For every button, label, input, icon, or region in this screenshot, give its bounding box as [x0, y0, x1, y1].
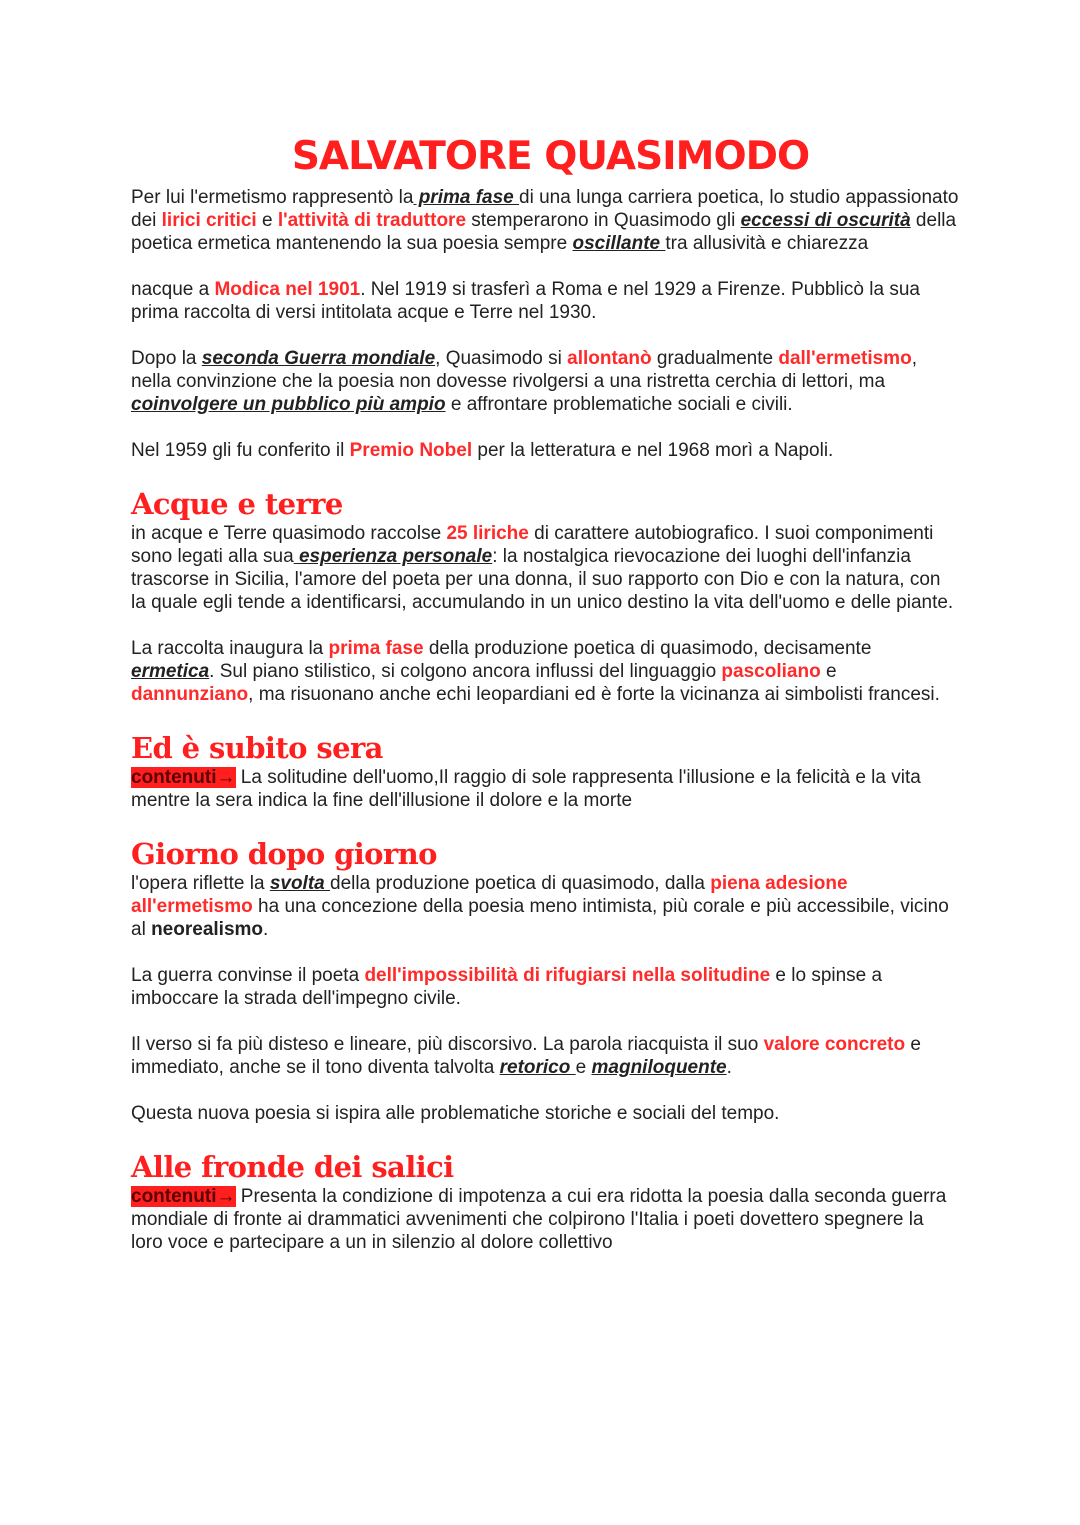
section-heading: Alle fronde dei salici: [131, 1150, 454, 1184]
text-run: della produzione poetica di quasimodo, decisamente: [423, 638, 872, 659]
emphasis-text: prima fase: [413, 187, 520, 208]
highlight-text: dell'impossibilità di rifugiarsi nella solitudine: [364, 965, 771, 986]
section-paragraph: [131, 1185, 960, 1254]
text-run: di una lunga carriera poetica, lo studio appassionato dei: [131, 187, 959, 231]
text-run: e: [575, 1057, 592, 1078]
highlight-text: dannunziano: [131, 684, 249, 705]
section-paragraph: [131, 1102, 960, 1125]
text-run: e: [820, 661, 837, 682]
emphasis-text: coinvolgere un pubblico più ampio: [131, 394, 446, 415]
emphasis-text: eccessi di oscurità: [740, 210, 911, 231]
emphasis-text: esperienza personale: [293, 546, 493, 567]
text-run: , ma risuonano anche echi leopardiani ed è forte la vicinanza ai simbolisti francesi.: [248, 684, 940, 705]
text-run: l'opera riflette la: [131, 873, 270, 894]
text-run: di carattere autobiografico. I suoi componimenti sono legati alla sua: [131, 523, 934, 567]
highlight-text: Modica nel 1901: [214, 279, 361, 300]
contenuti-tag: contenuti→: [131, 767, 236, 788]
text-run: gradualmente: [651, 348, 779, 369]
highlight-text: dall'ermetismo: [778, 348, 912, 369]
text-run: per la letteratura e nel 1968 morì a Napoli.: [472, 440, 834, 461]
text-run: . Sul piano stilistico, si colgono ancora influssi del linguaggio: [209, 661, 722, 682]
section-paragraph: [131, 766, 960, 812]
text-run: Nel 1959 gli fu conferito il: [131, 440, 350, 461]
text-run: della poetica ermetica mantenendo la sua poesia sempre: [131, 210, 957, 254]
text-run: .: [263, 919, 269, 940]
text-run: . Nel 1919 si trasferì a Roma e nel 1929 a Firenze. Pubblicò la sua prima raccolta di versi intitolata acque e Terre nel 1930.: [131, 279, 920, 323]
section-heading: Giorno dopo giorno: [131, 837, 437, 871]
emphasis-text: magniloquente: [591, 1057, 727, 1078]
highlight-text: 25 liriche: [446, 523, 529, 544]
text-run: Il verso si fa più disteso e lineare, più discorsivo. La parola riacquista il suo: [131, 1034, 764, 1055]
intro-paragraph: [131, 186, 960, 255]
text-run: e lo spinse a imboccare la strada dell'impegno civile.: [131, 965, 883, 1009]
highlight-text: pascoliano: [721, 661, 821, 682]
text-run: La guerra convinse il poeta: [131, 965, 365, 986]
text-run: nacque a: [131, 279, 215, 300]
text-run: Questa nuova poesia si ispira alle problematiche storiche e sociali del tempo.: [131, 1103, 780, 1124]
text-run: , nella convinzione che la poesia non dovesse rivolgersi a una ristretta cerchia di lettori, ma: [131, 348, 917, 392]
nobel-paragraph: [131, 439, 960, 462]
text-run: .: [726, 1057, 732, 1078]
text-run: tra allusività e chiarezza: [665, 233, 869, 254]
section-paragraph: [131, 522, 960, 614]
emphasis-text: oscillante: [572, 233, 666, 254]
highlight-text: piena adesione all'ermetismo: [131, 873, 848, 917]
postwar-paragraph: [131, 347, 960, 416]
text-run: La raccolta inaugura la: [131, 638, 329, 659]
text-run: e immediato, anche se il tono diventa talvolta: [131, 1034, 921, 1078]
text-run: Per lui l'ermetismo rappresentò la: [131, 187, 414, 208]
highlight-text: valore concreto: [763, 1034, 906, 1055]
text-run: e affrontare problematiche sociali e civili.: [445, 394, 793, 415]
emphasis-text: retorico: [499, 1057, 576, 1078]
section-paragraph: [131, 637, 960, 706]
section-heading: Acque e terre: [131, 487, 343, 521]
text-run: e: [256, 210, 278, 231]
text-run: ha una concezione della poesia meno intimista, più corale e più accessibile, vicino al: [131, 896, 949, 940]
section-paragraph: [131, 1033, 960, 1079]
section-heading: Ed è subito sera: [131, 731, 383, 765]
highlight-text: Premio Nobel: [349, 440, 473, 461]
text-run: in acque e Terre quasimodo raccolse: [131, 523, 447, 544]
highlight-text: lirici critici: [161, 210, 257, 231]
highlight-text: allontanò: [567, 348, 652, 369]
section-paragraph: [131, 964, 960, 1010]
text-run: , Quasimodo si: [435, 348, 568, 369]
emphasis-text: ermetica: [131, 661, 210, 682]
sections-container: [131, 486, 960, 1254]
emphasis-text: svolta: [269, 873, 331, 894]
contenuti-tag: contenuti→: [131, 1186, 236, 1207]
emphasis-text: seconda Guerra mondiale: [201, 348, 436, 369]
text-run: Dopo la: [131, 348, 202, 369]
text-run: Presenta la condizione di impotenza a cui era ridotta la poesia dalla seconda guerra mondiale di fronte ai drammatici avvenimenti che colpirono l'Italia i poeti dovettero spegnere la loro voce e partecipare a un in silenzio al dolore collettivo: [131, 1186, 947, 1253]
biography-paragraph: [131, 278, 960, 324]
text-run: della produzione poetica di quasimodo, dalla: [330, 873, 711, 894]
text-run: La solitudine dell'uomo,Il raggio di sole rappresenta l'illusione e la felicità e la vita mentre la sera indica la fine dell'illusione il dolore e la morte: [131, 767, 921, 811]
page-title: SALVATORE QUASIMODO: [291, 134, 810, 179]
highlight-text: l'attività di traduttore: [277, 210, 467, 231]
text-run: : la nostalgica rievocazione dei luoghi dell'infanzia trascorse in Sicilia, l'amore del poeta per una donna, il suo rapporto con Dio e con la natura, con la quale egli tende a identificarsi, accumulando in un unico destino la vita dell'uomo e delle piante.: [131, 546, 954, 613]
section-paragraph: [131, 872, 960, 941]
bold-text: neorealismo: [151, 919, 264, 940]
text-run: stemperarono in Quasimodo gli: [466, 210, 741, 231]
highlight-text: prima fase: [328, 638, 424, 659]
